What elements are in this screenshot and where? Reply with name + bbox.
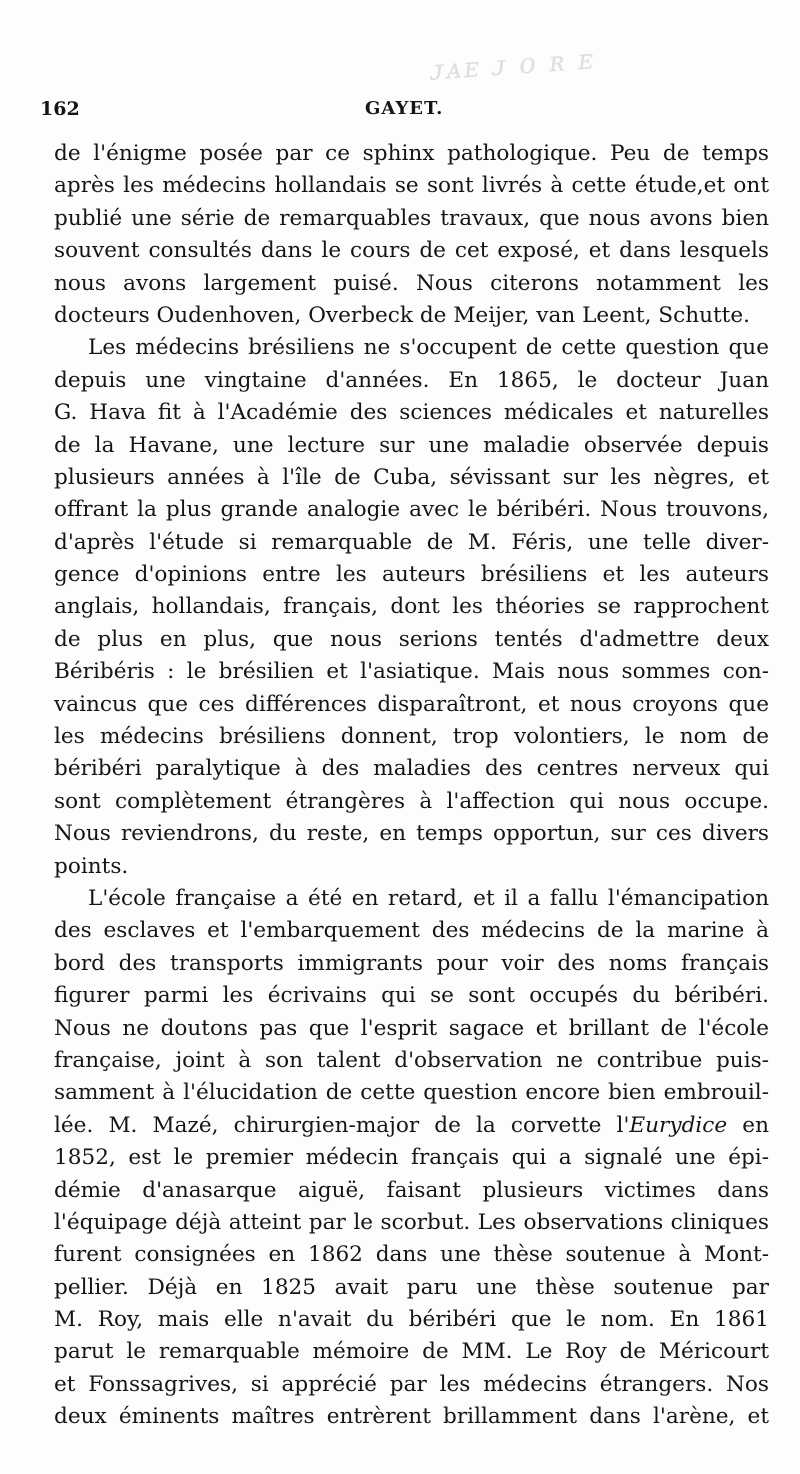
text-line: vaincus que ces différences disparaîtront, et nous croyons que bbox=[54, 691, 769, 717]
text-line: anglais, hollandais, français, dont les théories se rapprochent bbox=[54, 594, 769, 620]
text-line: pellier. Déjà en 1825 avait paru une thèse soutenue par bbox=[54, 1274, 769, 1300]
running-head-author: GAYET. bbox=[365, 98, 444, 119]
text-line: béribéri paralytique à des maladies des centres nerveux qui bbox=[54, 756, 769, 782]
text-line: sont complètement étrangères à l'affection qui nous occupe. bbox=[54, 788, 769, 814]
text-line: démie d'anasarque aiguë, faisant plusieurs victimes dans bbox=[54, 1177, 769, 1203]
text-line: depuis une vingtaine d'années. En 1865, le docteur Juan bbox=[54, 367, 769, 393]
text-line: G. Hava fit à l'Académie des sciences médicales et naturelles bbox=[54, 400, 769, 426]
running-head bbox=[40, 98, 760, 124]
text-line: publié une série de remarquables travaux, que nous avons bien bbox=[54, 205, 769, 231]
page-number: 162 bbox=[40, 98, 80, 120]
text-line: souvent consultés dans le cours de cet exposé, et dans lesquels bbox=[54, 238, 769, 264]
text-line: des esclaves et l'embarquement des médecins de la marine à bbox=[54, 918, 769, 944]
body-text bbox=[54, 138, 769, 1434]
text-line: de plus en plus, que nous serions tentés d'admettre deux bbox=[54, 626, 769, 652]
text-line-with-ship-name bbox=[54, 1110, 769, 1142]
text-line: après les médecins hollandais se sont livrés à cette étude,et ont bbox=[54, 173, 769, 199]
text-line: Les médecins brésiliens ne s'occupent de cette question que bbox=[88, 335, 769, 361]
text-line: d'après l'étude si remarquable de M. Féris, une telle diver- bbox=[54, 529, 769, 555]
text-line: plusieurs années à l'île de Cuba, sévissant sur les nègres, et bbox=[54, 464, 769, 490]
paragraph-3 bbox=[54, 883, 769, 1434]
text-line: samment à l'élucidation de cette question encore bien embrouil- bbox=[54, 1080, 769, 1106]
text-segment: lée. M. Mazé, chirurgien-major de la corvette l' bbox=[54, 1112, 630, 1138]
text-line: gence d'opinions entre les auteurs brésiliens et les auteurs bbox=[54, 562, 769, 588]
text-line: bord des transports immigrants pour voir des noms français bbox=[54, 950, 769, 976]
text-line: française, joint à son talent d'observation ne contribue puis- bbox=[54, 1047, 769, 1073]
text-line: offrant la plus grande analogie avec le béribéri. Nous trouvons, bbox=[54, 497, 769, 523]
text-line: parut le remarquable mémoire de MM. Le Roy de Méricourt bbox=[54, 1339, 769, 1365]
paragraph-2 bbox=[54, 332, 769, 883]
text-line: furent consignées en 1862 dans une thèse soutenue à Mont- bbox=[54, 1242, 769, 1268]
ship-name-italic: Eurydice bbox=[629, 1112, 728, 1138]
text-line: points. bbox=[54, 853, 129, 879]
text-line: deux éminents maîtres entrèrent brillamment dans l'arène, et bbox=[54, 1404, 769, 1430]
paragraph-1 bbox=[54, 138, 769, 332]
text-line: 1852, est le premier médecin français qui a signalé une épi- bbox=[54, 1145, 769, 1171]
text-line: les médecins brésiliens donnent, trop volontiers, le nom de bbox=[54, 724, 769, 750]
text-line: nous avons largement puisé. Nous citerons notamment les bbox=[54, 270, 769, 296]
text-line: de l'énigme posée par ce sphinx pathologique. Peu de temps bbox=[54, 141, 769, 166]
text-line: Béribéris : le brésilien et l'asiatique. Mais nous sommes con- bbox=[54, 659, 769, 685]
text-line: Nous ne doutons pas que l'esprit sagace et brillant de l'école bbox=[54, 1015, 769, 1041]
text-line: M. Roy, mais elle n'avait du béribéri que le nom. En 1861 bbox=[54, 1307, 769, 1333]
text-line: figurer parmi les écrivains qui se sont occupés du béribéri. bbox=[54, 983, 769, 1009]
show-through-ink: ᴊᴀᴇ ᴊ ᴏ ʀ ᴇ bbox=[429, 42, 597, 87]
text-line: et Fonssagrives, si apprécié par les médecins étrangers. Nos bbox=[54, 1371, 769, 1397]
text-line: l'équipage déjà atteint par le scorbut. Les observations cliniques bbox=[54, 1209, 769, 1235]
text-segment: en bbox=[727, 1112, 769, 1138]
text-line: Nous reviendrons, du reste, en temps opportun, sur ces divers bbox=[54, 821, 769, 847]
text-line: L'école française a été en retard, et il a fallu l'émancipation bbox=[88, 885, 769, 911]
text-line: docteurs Oudenhoven, Overbeck de Meijer, van Leent, Schutte. bbox=[54, 302, 751, 328]
text-line: de la Havane, une lecture sur une maladie observée depuis bbox=[54, 432, 769, 458]
